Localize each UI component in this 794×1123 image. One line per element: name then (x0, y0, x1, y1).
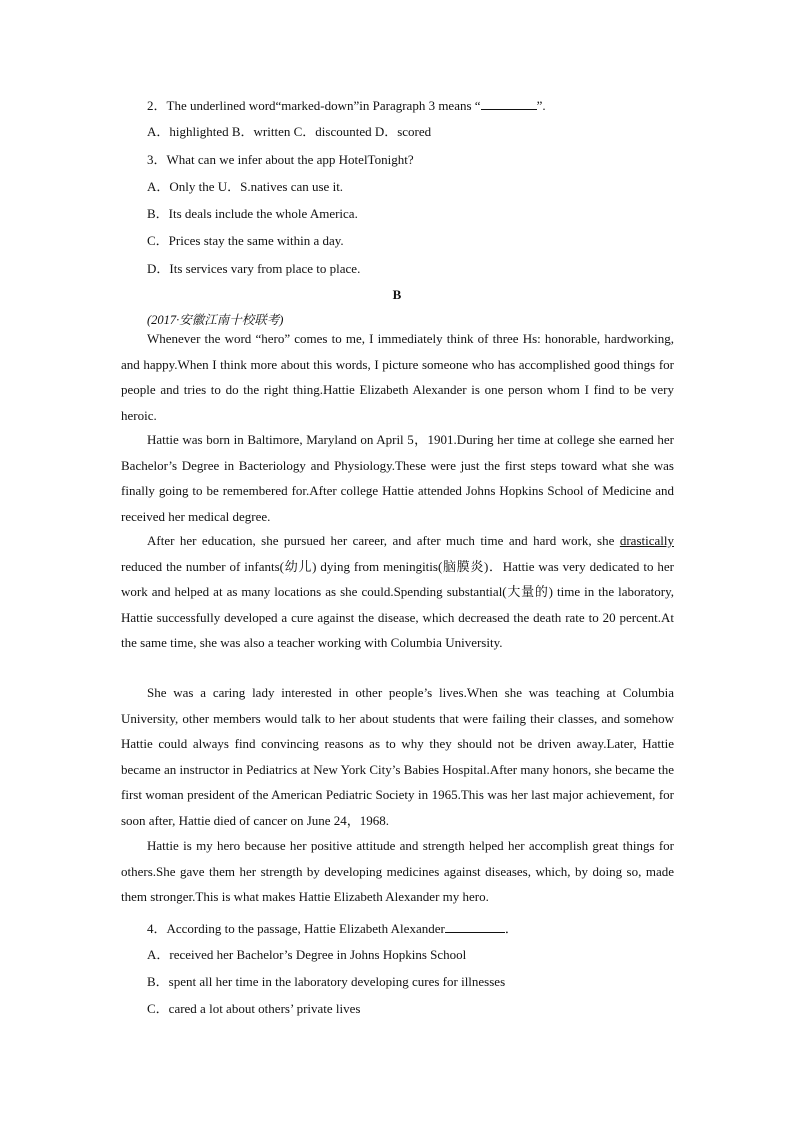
paragraph-3-text-a: After her education, she pursued her career, and after much time and hard work, she (147, 533, 620, 548)
question-4-option-a: A．received her Bachelor’s Degree in Johns Hopkins School (147, 947, 467, 962)
passage-paragraph-4: She was a caring lady interested in other people’s lives.When she was teaching at Columbia University, other members would talk to her about students that were failing their classes, and somehow Hattie could always find convincing reasons as to why they should not be driven away.Later, Hattie became an instructor in Pediatrics at New York City’s Babies Hospital.After many honors, she became the first woman president of the American Pediatric Society in 1965.This was her last major achievement, for soon after, Hattie died of cancer on June 24，1968. (121, 685, 674, 828)
question-3-stem: 3．What can we infer about the app HotelTonight? (147, 152, 414, 167)
question-3-option-a: A．Only the U．S.natives can use it. (147, 179, 344, 194)
question-3-option-c: C．Prices stay the same within a day. (147, 233, 344, 248)
question-4-stem-text: 4．According to the passage, Hattie Elizabeth Alexander (147, 921, 445, 936)
question-4-option-b: B．spent all her time in the laboratory developing cures for illnesses (147, 974, 506, 989)
question-2-stem (147, 97, 546, 114)
answer-blank (481, 97, 537, 110)
source-note: (2017·安徽江南十校联考) (147, 313, 284, 327)
question-4-stem-end: ． (504, 921, 518, 936)
passage-paragraph-5: Hattie is my hero because her positive attitude and strength helped her accomplish great things for others.She gave them her strength by developing medicines against diseases, which, by doing so, made them stronger.This is what makes Hattie Elizabeth Alexander my hero. (121, 838, 674, 904)
question-3-option-d: D．Its services vary from place to place. (147, 261, 361, 276)
paragraph-3-text-b: reduced the number of infants(幼儿) dying from meningitis(脑膜炎)．Hattie was very dedicated to her work and helped at as many locations as she could.Spending substantial(大量的) time in the laboratory, Hattie successfully developed a cure against the disease, which decreased the death rate to 20 percent.At the same time, she was also a teacher working with Columbia University. (121, 558, 674, 650)
question-2-options: A．highlighted B．written C．discounted D．scored (147, 124, 432, 139)
question-2-stem-text: 2．The underlined word“marked-down”in Paragraph 3 means “ (147, 98, 481, 113)
answer-blank (445, 920, 505, 933)
underlined-word: drastically (619, 533, 674, 548)
passage-paragraph-3 (121, 528, 674, 656)
question-4-stem (147, 920, 518, 937)
question-3-option-b: B．Its deals include the whole America. (147, 206, 358, 221)
passage-paragraph-2: Hattie was born in Baltimore, Maryland on April 5，1901.During her time at college she earned her Bachelor’s Degree in Bacteriology and Physiology.These were just the first steps toward what she was finally going to be remembered for.After college Hattie attended Johns Hopkins School of Medicine and received her medical degree. (121, 432, 674, 524)
section-label: B (392, 287, 402, 302)
question-2-stem-end: ”. (536, 98, 546, 113)
passage-paragraph-1: Whenever the word “hero” comes to me, I immediately think of three Hs: honorable, hardworking, and happy.When I think more about this words, I picture someone who has accomplished good things for people and tries to do the right thing.Hattie Elizabeth Alexander is one person whom I find to be very heroic. (121, 331, 674, 423)
question-4-option-c: C．cared a lot about others’ private lives (147, 1001, 361, 1016)
